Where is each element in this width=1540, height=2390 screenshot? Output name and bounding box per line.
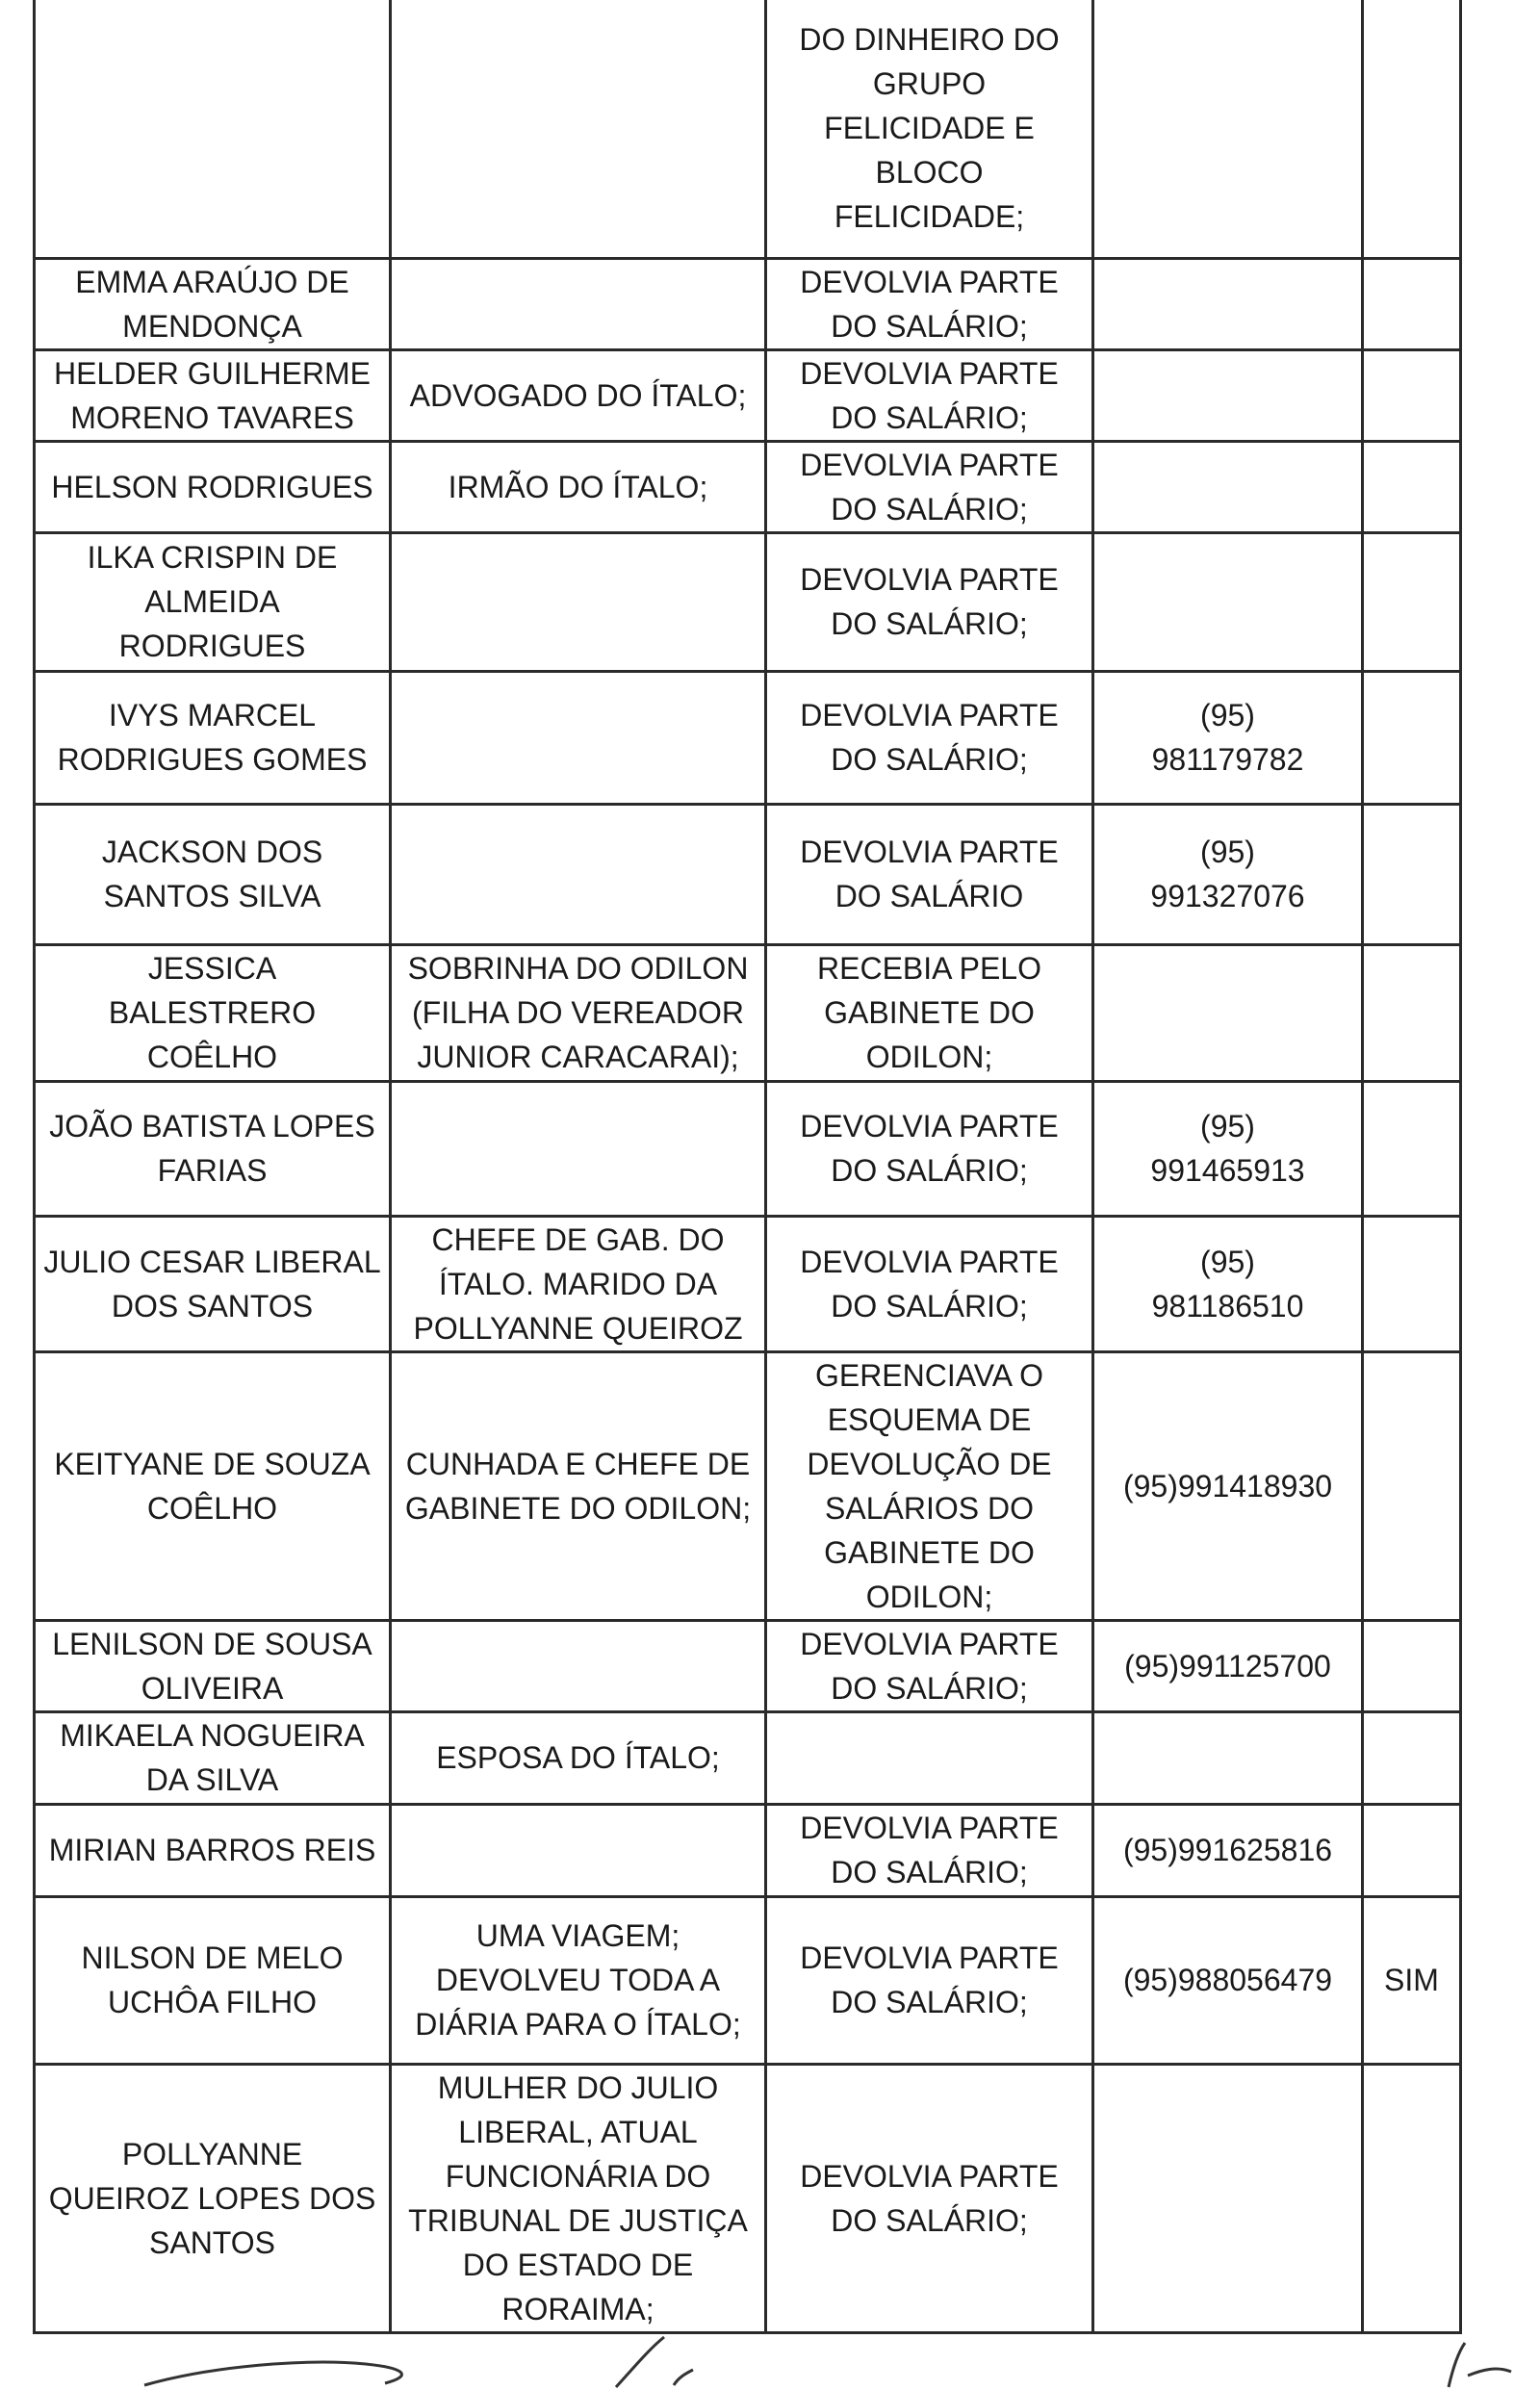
cell-relation [391, 1216, 766, 1351]
cell-name [35, 2064, 391, 2332]
cell-description-text: DEVOLVIA PARTE DO SALÁRIO; [800, 1811, 1059, 1889]
cell-flag [1363, 0, 1461, 258]
cell-relation-text: CHEFE DE GAB. DO ÍTALO. MARIDO DA POLLYANNE QUEIROZ [413, 1221, 743, 1346]
cell-phone-text: (95)991125700 [1124, 1648, 1331, 1683]
cell-relation [391, 671, 766, 804]
cell-relation [391, 1620, 766, 1711]
cell-relation [391, 1804, 766, 1896]
cell-relation-text: SOBRINHA DO ODILON (FILHA DO VEREADOR JUNIOR CARACARAI); [407, 951, 749, 1074]
cell-description-text: DEVOLVIA PARTE DO SALÁRIO [800, 835, 1059, 913]
cell-description [766, 1896, 1093, 2064]
cell-flag [1363, 2064, 1461, 2332]
cell-phone [1093, 804, 1363, 944]
cell-flag-text: SIM [1384, 1963, 1439, 1997]
cell-phone [1093, 671, 1363, 804]
cell-name-text: NILSON DE MELO UCHÔA FILHO [81, 1940, 344, 2019]
cell-name [35, 804, 391, 944]
cell-name-text: JULIO CESAR LIBERAL DOS SANTOS [43, 1244, 381, 1323]
cell-phone [1093, 1081, 1363, 1216]
cell-description [766, 2064, 1093, 2332]
cell-description [766, 349, 1093, 441]
cell-relation [391, 804, 766, 944]
cell-relation [391, 2064, 766, 2332]
cell-relation [391, 532, 766, 671]
cell-description [766, 1081, 1093, 1216]
cell-description-text: DEVOLVIA PARTE DO SALÁRIO; [800, 1940, 1059, 2019]
cell-flag [1363, 258, 1461, 349]
cell-phone [1093, 1896, 1363, 2064]
table-row [35, 2064, 1461, 2332]
cell-phone [1093, 1711, 1363, 1804]
cell-name-text: ILKA CRISPIN DE ALMEIDA RODRIGUES [87, 540, 338, 663]
cell-flag [1363, 349, 1461, 441]
cell-relation-text: CUNHADA E CHEFE DE GABINETE DO ODILON; [404, 1446, 752, 1526]
cell-description-text: DEVOLVIA PARTE DO SALÁRIO; [800, 1626, 1059, 1706]
cell-phone-text: (95)991625816 [1122, 1833, 1333, 1867]
records-table-body [35, 0, 1461, 2332]
cell-phone [1093, 1620, 1363, 1711]
cell-name-text: JACKSON DOS SANTOS SILVA [101, 835, 323, 913]
cell-flag [1363, 1804, 1461, 1896]
cell-name-text: EMMA ARAÚJO DE MENDONÇA [75, 264, 349, 344]
table-row [35, 1620, 1461, 1711]
cell-name [35, 944, 391, 1081]
cell-description-text: GERENCIAVA O ESQUEMA DE DEVOLUÇÃO DE SALÁRIOS DO GABINETE DO ODILON; [807, 1357, 1052, 1614]
cell-phone-text: (95) 981179782 [1151, 698, 1304, 777]
cell-relation-text: UMA VIAGEM; DEVOLVEU TODA A DIÁRIA PARA O ÍTALO; [415, 1918, 741, 2042]
table-row [35, 804, 1461, 944]
cell-flag [1363, 1711, 1461, 1804]
cell-description [766, 804, 1093, 944]
cell-description [766, 671, 1093, 804]
cell-description [766, 532, 1093, 671]
cell-flag [1363, 671, 1461, 804]
cell-phone [1093, 1216, 1363, 1351]
records-table [33, 0, 1462, 2334]
cell-relation [391, 944, 766, 1081]
cell-relation [391, 258, 766, 349]
table-row [35, 441, 1461, 532]
cell-name [35, 1711, 391, 1804]
cell-phone-text: (95)988056479 [1122, 1963, 1333, 1997]
cell-description [766, 944, 1093, 1081]
cell-description-text: DEVOLVIA PARTE DO SALÁRIO; [800, 447, 1059, 527]
cell-flag [1363, 441, 1461, 532]
table-row [35, 944, 1461, 1081]
cell-name [35, 258, 391, 349]
cell-phone [1093, 2064, 1363, 2332]
cell-phone [1093, 944, 1363, 1081]
cell-description-text: DEVOLVIA PARTE DO SALÁRIO; [800, 562, 1059, 641]
table-row [35, 1216, 1461, 1351]
cell-description-text: DEVOLVIA PARTE DO SALÁRIO; [800, 698, 1059, 777]
table-row [35, 671, 1461, 804]
cell-description [766, 1804, 1093, 1896]
cell-phone-text: (95) 991465913 [1150, 1109, 1305, 1188]
cell-description [766, 0, 1093, 258]
cell-flag [1363, 1620, 1461, 1711]
cell-phone [1093, 0, 1363, 258]
table-row [35, 1081, 1461, 1216]
cell-name-text: KEITYANE DE SOUZA COÊLHO [54, 1446, 371, 1526]
cell-name-text: MIKAELA NOGUEIRA DA SILVA [60, 1718, 365, 1797]
table-row [35, 532, 1461, 671]
cell-name [35, 1351, 391, 1620]
cell-name-text: MIRIAN BARROS REIS [48, 1833, 376, 1867]
cell-name [35, 1081, 391, 1216]
cell-name-text: JOÃO BATISTA LOPES FARIAS [49, 1109, 375, 1188]
cell-name-text: POLLYANNE QUEIROZ LOPES DOS SANTOS [48, 2136, 376, 2260]
cell-relation-text: ESPOSA DO ÍTALO; [436, 1740, 720, 1775]
cell-name-text: IVYS MARCEL RODRIGUES GOMES [57, 698, 368, 777]
cell-relation [391, 1081, 766, 1216]
cell-description-text: DEVOLVIA PARTE DO SALÁRIO; [800, 1109, 1059, 1188]
cell-relation-text: ADVOGADO DO ÍTALO; [409, 377, 747, 413]
cell-flag [1363, 804, 1461, 944]
cell-name [35, 671, 391, 804]
cell-flag [1363, 1216, 1461, 1351]
table-row [35, 349, 1461, 441]
cell-relation-text: IRMÃO DO ÍTALO; [448, 469, 708, 504]
cell-relation [391, 1896, 766, 2064]
table-row [35, 1711, 1461, 1804]
cell-phone [1093, 1351, 1363, 1620]
cell-phone-text: (95) 981186510 [1151, 1244, 1304, 1323]
cell-description-text: DEVOLVIA PARTE DO SALÁRIO; [800, 1244, 1059, 1323]
cell-description-text: DEVOLVIA PARTE DO SALÁRIO; [800, 264, 1059, 344]
cell-flag [1363, 1081, 1461, 1216]
cell-description [766, 1620, 1093, 1711]
cell-flag [1363, 532, 1461, 671]
cell-relation-text: MULHER DO JULIO LIBERAL, ATUAL FUNCIONÁRIA DO TRIBUNAL DE JUSTIÇA DO ESTADO DE RORAIMA; [408, 2069, 748, 2326]
cell-name [35, 0, 391, 258]
cell-name [35, 1896, 391, 2064]
signature-marks [0, 2327, 1540, 2390]
cell-phone [1093, 258, 1363, 349]
table-row [35, 1896, 1461, 2064]
table-row [35, 0, 1461, 258]
cell-flag [1363, 944, 1461, 1081]
cell-name [35, 1804, 391, 1896]
cell-description-text: DO DINHEIRO DO GRUPO FELICIDADE E BLOCO FELICIDADE; [799, 22, 1060, 235]
cell-description-text: DEVOLVIA PARTE DO SALÁRIO; [800, 2158, 1059, 2238]
cell-relation [391, 1351, 766, 1620]
cell-name [35, 532, 391, 671]
cell-phone [1093, 441, 1363, 532]
cell-flag [1363, 1351, 1461, 1620]
cell-relation [391, 349, 766, 441]
cell-phone-text: (95) 991327076 [1150, 835, 1305, 913]
cell-phone-text: (95)991418930 [1122, 1468, 1333, 1503]
cell-phone [1093, 532, 1363, 671]
cell-description [766, 441, 1093, 532]
cell-relation [391, 441, 766, 532]
cell-name [35, 441, 391, 532]
cell-name-text: JESSICA BALESTRERO COÊLHO [108, 951, 317, 1074]
cell-description-text: RECEBIA PELO GABINETE DO ODILON; [817, 951, 1041, 1074]
cell-description [766, 1711, 1093, 1804]
cell-name [35, 1216, 391, 1351]
cell-description-text: DEVOLVIA PARTE DO SALÁRIO; [800, 355, 1059, 435]
cell-name-text: HELDER GUILHERME MORENO TAVARES [54, 355, 371, 435]
cell-flag [1363, 1896, 1461, 2064]
cell-description [766, 1351, 1093, 1620]
cell-name [35, 349, 391, 441]
table-row [35, 1804, 1461, 1896]
cell-name-text: HELSON RODRIGUES [51, 469, 373, 504]
cell-phone [1093, 1804, 1363, 1896]
cell-phone [1093, 349, 1363, 441]
cell-relation [391, 0, 766, 258]
cell-name-text: LENILSON DE SOUSA OLIVEIRA [52, 1626, 372, 1706]
cell-name [35, 1620, 391, 1711]
cell-description [766, 258, 1093, 349]
table-row [35, 258, 1461, 349]
cell-description [766, 1216, 1093, 1351]
cell-relation [391, 1711, 766, 1804]
table-row [35, 1351, 1461, 1620]
